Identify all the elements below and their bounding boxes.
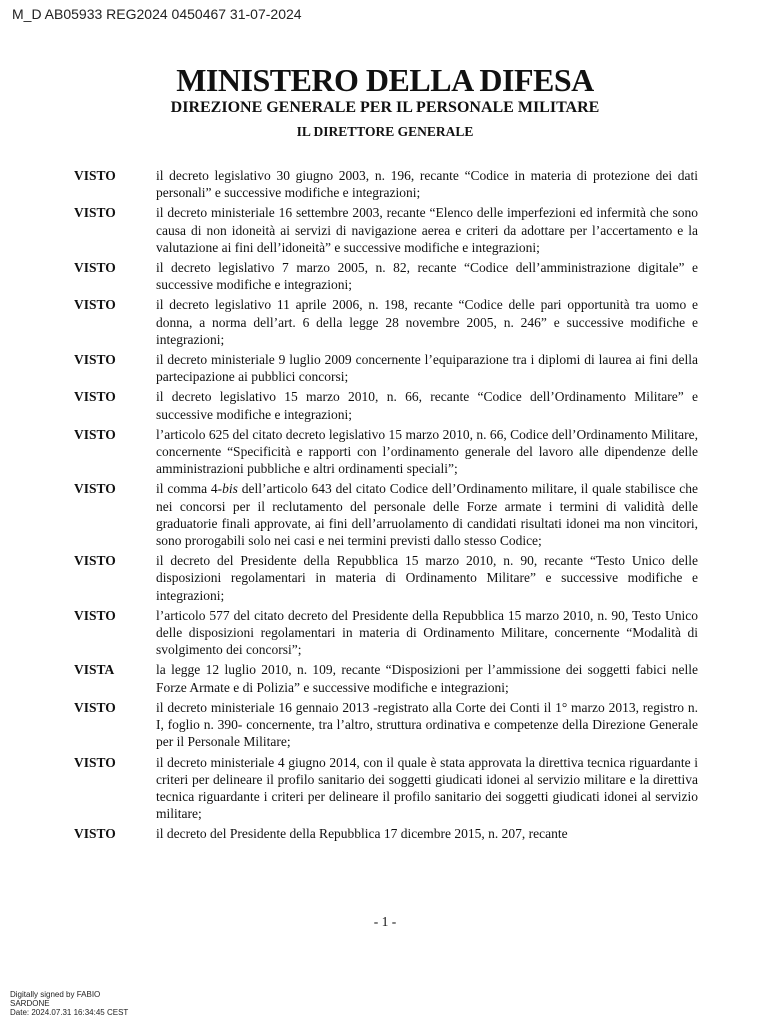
recital-text: il decreto legislativo 15 marzo 2010, n. 66, recante “Codice dell’Ordinamento Militare” e successive modifiche e integrazioni;	[156, 389, 698, 422]
recital-text-end: dell’articolo 643 del citato Codice dell’Ordinamento militare, il quale stabilisce che nei concorsi per il reclutamento del personale delle Forze armate i termini di validità delle graduatorie finali approvate, ai fini dell’arruolamento di candidati risultati idonei ma non vincitori, sono prorogabili solo nei casi e nei termini previsti dallo stesso Codice;	[156, 481, 698, 549]
recital-item	[74, 426, 698, 478]
recital-text-start: il comma 4-	[156, 481, 223, 497]
recital-item	[74, 351, 698, 385]
recital-text: il decreto ministeriale 9 luglio 2009 concernente l’equiparazione tra i diplomi di laurea ai fini della partecipazione ai pubblici concorsi;	[156, 352, 698, 385]
signature-date: Date: 2024.07.31 16:34:45 CEST	[10, 1008, 129, 1017]
recital-item	[74, 480, 698, 549]
recital-label: VISTO	[74, 481, 116, 497]
recital-label: VISTA	[74, 662, 115, 678]
recital-item	[74, 204, 698, 256]
recital-text: il decreto ministeriale 16 gennaio 2013 -registrato alla Corte dei Conti il 1° marzo 2013, registro n. I, foglio n. 390- concernente, tra l’altro, struttura ordinativa e competenze della Direzione Generale per il Personale Militare;	[156, 699, 698, 750]
recital-item	[74, 825, 698, 842]
recital-item	[74, 607, 698, 659]
digital-signature	[10, 990, 128, 1017]
recital-text: il decreto ministeriale 4 giugno 2014, con il quale è stata approvata la direttiva tecnica riguardante i criteri per delineare il profilo sanitario dei soggetti giudicati idonei al servizio militare e la direttiva tecnica riguardante i criteri per delineare il profilo sanitario dei soggetti giudicati idonei al servizio militare;	[156, 754, 698, 822]
recital-label: VISTO	[74, 168, 116, 183]
recital-text	[156, 480, 698, 549]
document-header	[0, 62, 770, 141]
recital-text: il decreto del Presidente della Repubblica 15 marzo 2010, n. 90, recante “Testo Unico delle disposizioni regolamentari in materia di Ordinamento Militare” e successive modifiche e integrazioni;	[156, 553, 698, 603]
recital-label: VISTO	[74, 389, 116, 405]
directorate-title: DIREZIONE GENERALE PER IL PERSONALE MILITARE	[170, 99, 600, 116]
recital-text: la legge 12 luglio 2010, n. 109, recante “Disposizioni per l’ammissione dei soggetti fabici nelle Forze Armate e di Polizia” e successive modifiche e integrazioni;	[156, 662, 698, 695]
recital-item	[74, 754, 698, 823]
recital-label: VISTO	[74, 352, 116, 368]
recital-text: il decreto del Presidente della Repubblica 17 dicembre 2015, n. 207, recante	[156, 826, 568, 842]
recital-item	[74, 699, 698, 751]
recital-text: l’articolo 577 del citato decreto del Presidente della Repubblica 15 marzo 2010, n. 90, Testo Unico delle disposizioni regolamentari in materia di Ordinamento Militare, concernente “Modalità di svolgimento dei concorsi”;	[156, 607, 698, 658]
recital-item	[74, 388, 698, 422]
recital-label: VISTO	[74, 205, 116, 221]
recital-item	[74, 296, 698, 348]
recital-text: il decreto legislativo 30 giugno 2003, n. 196, recante “Codice in materia di protezione dei dati personali” e successive modifiche e integrazioni;	[156, 168, 698, 201]
recital-label: VISTO	[74, 699, 116, 715]
recital-text: il decreto legislativo 7 marzo 2005, n. 82, recante “Codice dell’amministrazione digitale” e successive modifiche e integrazioni;	[156, 260, 698, 293]
ministry-title: MINISTERO DELLA DIFESA	[176, 62, 594, 98]
recital-item	[74, 552, 698, 604]
recitals-list	[74, 167, 698, 846]
recital-label: VISTO	[74, 553, 116, 569]
recital-item	[74, 259, 698, 293]
director-title: IL DIRETTORE GENERALE	[296, 124, 474, 139]
recital-text: l’articolo 625 del citato decreto legislativo 15 marzo 2010, n. 66, Codice dell’Ordinamento Militare, concernente “Specificità e rapporti con l’ordinamento generale del lavoro alle dipendenze delle amministrazioni pubbliche e altri ordinamenti speciali”;	[156, 426, 698, 477]
signature-line: Digitally signed by FABIO	[10, 990, 101, 999]
recital-text: il decreto legislativo 11 aprile 2006, n. 198, recante “Codice delle pari opportunità tra uomo e donna, a norma dell’art. 6 della legge 28 novembre 2005, n. 246” e successive modifiche e integrazioni;	[156, 297, 698, 347]
recital-label: VISTO	[74, 297, 116, 313]
recital-label: VISTO	[74, 260, 116, 276]
recital-item	[74, 167, 698, 201]
recital-item	[74, 661, 698, 695]
recital-label: VISTO	[74, 426, 116, 442]
recital-text-italic: bis	[222, 481, 238, 497]
page-number: - 1 -	[373, 914, 397, 929]
signature-line: SARDONE	[10, 999, 50, 1008]
recital-label: VISTO	[74, 826, 116, 842]
protocol-stamp: M_D AB05933 REG2024 0450467 31-07-2024	[12, 6, 302, 22]
recital-label: VISTO	[74, 754, 116, 770]
recital-text: il decreto ministeriale 16 settembre 2003, recante “Elenco delle imperfezioni ed infermità che sono causa di non idoneità ai servizi di navigazione aerea e criteri da adottare per l’accertamento e la valutazione ai fini dell’idoneità” e successive modifiche e integrazioni;	[156, 205, 698, 255]
recital-label: VISTO	[74, 607, 116, 623]
